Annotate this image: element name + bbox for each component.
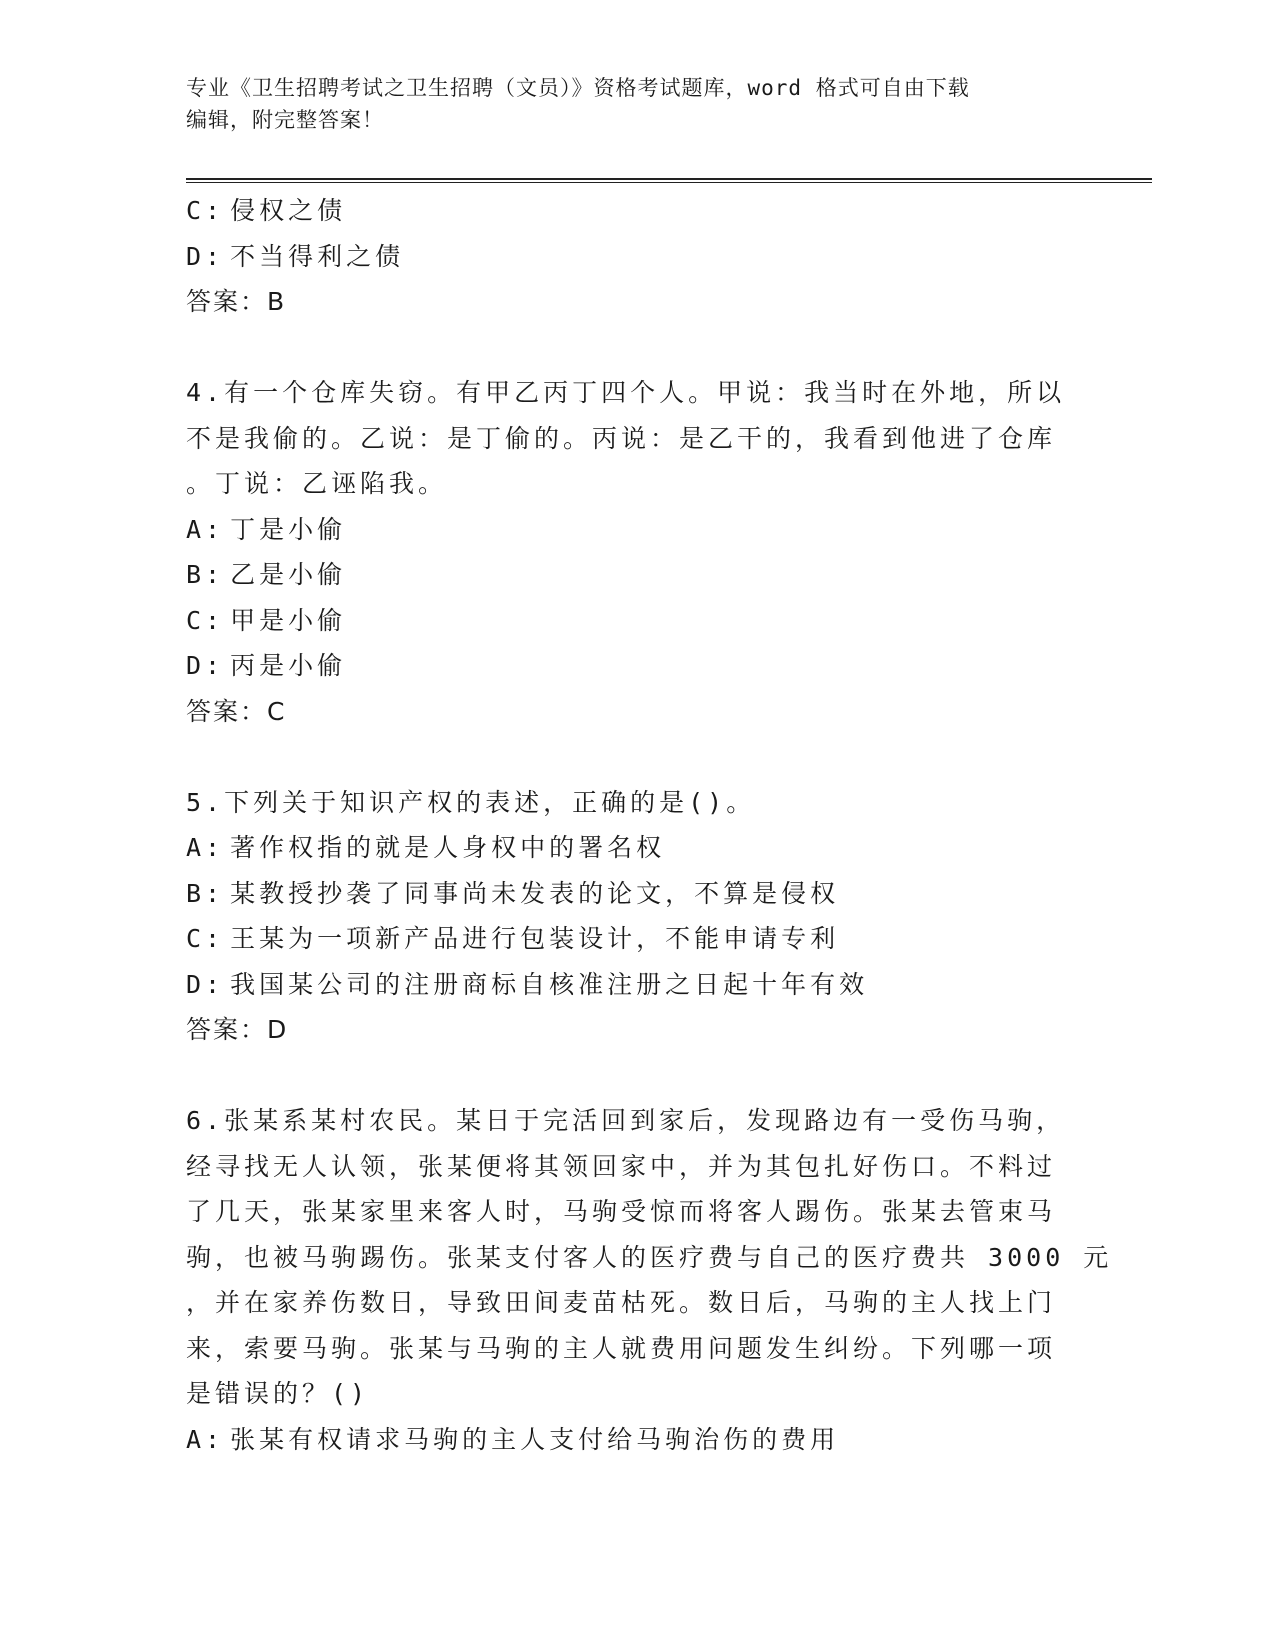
question-3 [186,188,1086,325]
question-4 [186,370,1086,734]
question-text-line: ，并在家养伤数日，导致田间麦苗枯死。数日后，马驹的主人找上门 [186,1288,1057,1317]
question-text-line: 是错误的？() [186,1379,370,1408]
question-text-line: 6.张某系某村农民。某日于完活回到家后，发现路边有一受伤马驹， [186,1106,1066,1135]
option-letter: C: [186,605,225,635]
question-text-line: 不是我偷的。乙说：是丁偷的。丙说：是乙干的，我看到他进了仓库 [186,423,1057,453]
question-list [186,188,1113,1462]
option-letter: D: [186,241,225,271]
option-c [186,598,1086,644]
header-divider [186,178,1152,183]
option-letter: A: [186,514,225,544]
option-text: 某教授抄袭了同事尚未发表的论文，不算是侵权 [230,878,840,908]
page-header [186,72,1066,136]
question-text-line: 5.下列关于知识产权的表述，正确的是()。 [186,787,756,817]
option-a [186,507,1086,553]
option-text: 不当得利之债 [230,241,405,271]
question-text-line: 经寻找无人认领，张某便将其领回家中，并为其包扎好伤口。不料过 [186,1151,1057,1181]
option-letter: D: [186,651,225,680]
option-letter: C: [186,196,225,225]
header-line-1: 专业《卫生招聘考试之卫生招聘（文员）》资格考试题库，word 格式可自由下载 [186,76,970,100]
option-text: 张某有权请求马驹的主人支付给马驹治伤的费用 [230,1424,840,1454]
option-letter: D: [186,969,225,999]
option-text: 丁是小偷 [230,514,347,544]
question-text-line: 了几天，张某家里来客人时，马驹受惊而将客人踢伤。张某去管束马 [186,1197,1057,1226]
question-text-line: 4.有一个仓库失窃。有甲乙丙丁四个人。甲说：我当时在外地，所以 [186,378,1066,407]
option-letter: C: [186,924,225,953]
option-text: 王某为一项新产品进行包装设计，不能申请专利 [230,924,840,953]
question-text-line: 驹，也被马驹踢伤。张某支付客人的医疗费与自己的医疗费共 3000 元 [186,1242,1113,1272]
option-c [186,916,1086,962]
option-letter: B: [186,878,225,908]
option-text: 甲是小偷 [230,605,347,635]
option-b [186,871,1086,917]
option-text: 乙是小偷 [230,560,347,589]
option-text: 丙是小偷 [230,651,347,680]
option-b [186,552,1086,598]
option-a [186,1417,1086,1463]
option-a [186,825,1086,871]
answer-line: 答案：C [186,696,287,726]
option-text: 我国某公司的注册商标自核准注册之日起十年有效 [230,969,869,999]
question-6 [186,1098,1113,1462]
answer-line: 答案：D [186,1015,289,1044]
answer-line: 答案：B [186,287,287,316]
option-letter: B: [186,560,225,589]
option-text: 侵权之债 [230,196,347,225]
header-line-2: 编辑，附完整答案！ [186,108,384,132]
question-text-line: 。丁说：乙诬陷我。 [186,469,448,498]
option-d [186,962,1086,1008]
option-letter: A: [186,1424,225,1454]
option-d [186,234,1086,280]
question-text-line: 来，索要马驹。张某与马驹的主人就费用问题发生纠纷。下列哪一项 [186,1333,1057,1363]
option-d [186,643,1086,689]
option-letter: A: [186,833,225,862]
question-5 [186,780,1086,1053]
option-text: 著作权指的就是人身权中的署名权 [230,833,666,862]
option-c [186,188,1086,234]
